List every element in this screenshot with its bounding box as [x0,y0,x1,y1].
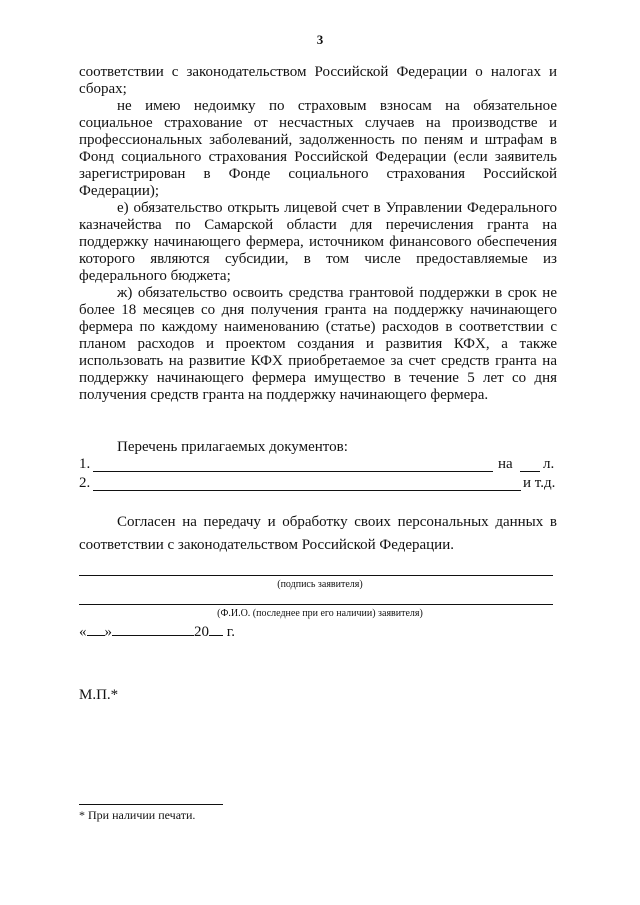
document-line-number: 1. [79,456,91,472]
date-year-prefix: 20 [194,624,209,640]
document-pages-prefix: на [498,456,513,472]
document-line-1 [79,456,557,474]
footnote-rule [79,804,223,805]
stamp-label: М.П.* [79,687,119,703]
date-quote-open: « [79,624,87,640]
document-etc: и т.д. [523,475,556,491]
paragraph-grant-obligation: ж) обязательство освоить средства грантовой поддержки в срок не более 18 месяцев со дня получения гранта на поддержку начинающего фермера по каждому наименованию (статье) расходов в соответствии с планом расходов и проектом создания и развития КФХ, а также использовать на развитие КФХ приобретаемое за счет средств гранта на поддержку начинающего фермера имущество в течение 5 лет со дня получения средств гранта на поддержку начинающего фермера. [79,285,557,403]
consent-statement [79,511,557,557]
page-number: 3 [316,32,324,47]
date-year-suffix: г. [226,624,235,640]
month-blank [112,623,194,636]
paragraph-insurance-debt: не имею недоимку по страховым взносам на обязательное социальное страхование от несчастных случаев на производстве и профессиональных заболеваний, задолженность по пеням и штрафам в Фонд социального страхования Российской Федерации (если заявитель зарегистрирован в Фонде социального страхования Российской Федерации); [79,98,557,199]
document-line-number: 2. [79,475,91,491]
paragraph-tax-law: соответствии с законодательством Российской Федерации о налогах и сборах; [79,64,557,97]
date-line [79,623,235,641]
signature-line [79,575,553,576]
document-name-blank [93,471,493,472]
day-blank [87,623,105,636]
document-pages-blank [520,471,540,472]
document-name-blank [93,490,521,491]
year-blank [209,623,223,636]
full-name-line [79,604,553,605]
document-line-2 [79,475,557,493]
footnote: * При наличии печати. [79,808,196,822]
text-body [79,64,557,404]
document-pages-suffix: л. [543,456,555,472]
documents-list-title: Перечень прилагаемых документов: [117,439,348,455]
date-quote-close: » [104,624,112,640]
signature-caption: (подпись заявителя) [277,579,363,590]
full-name-caption: (Ф.И.О. (последнее при его наличии) заявителя) [217,608,423,619]
consent-text: Согласен на передачу и обработку своих персональных данных в соответствии с законодательством Российской Федерации. [79,514,557,553]
paragraph-treasury-account: е) обязательство открыть лицевой счет в Управлении Федерального казначейства по Самарской области для перечисления гранта на поддержку начинающего фермера, источником финансового обеспечения которого являются субсидии, в том числе предоставляемые из федерального бюджета; [79,200,557,284]
